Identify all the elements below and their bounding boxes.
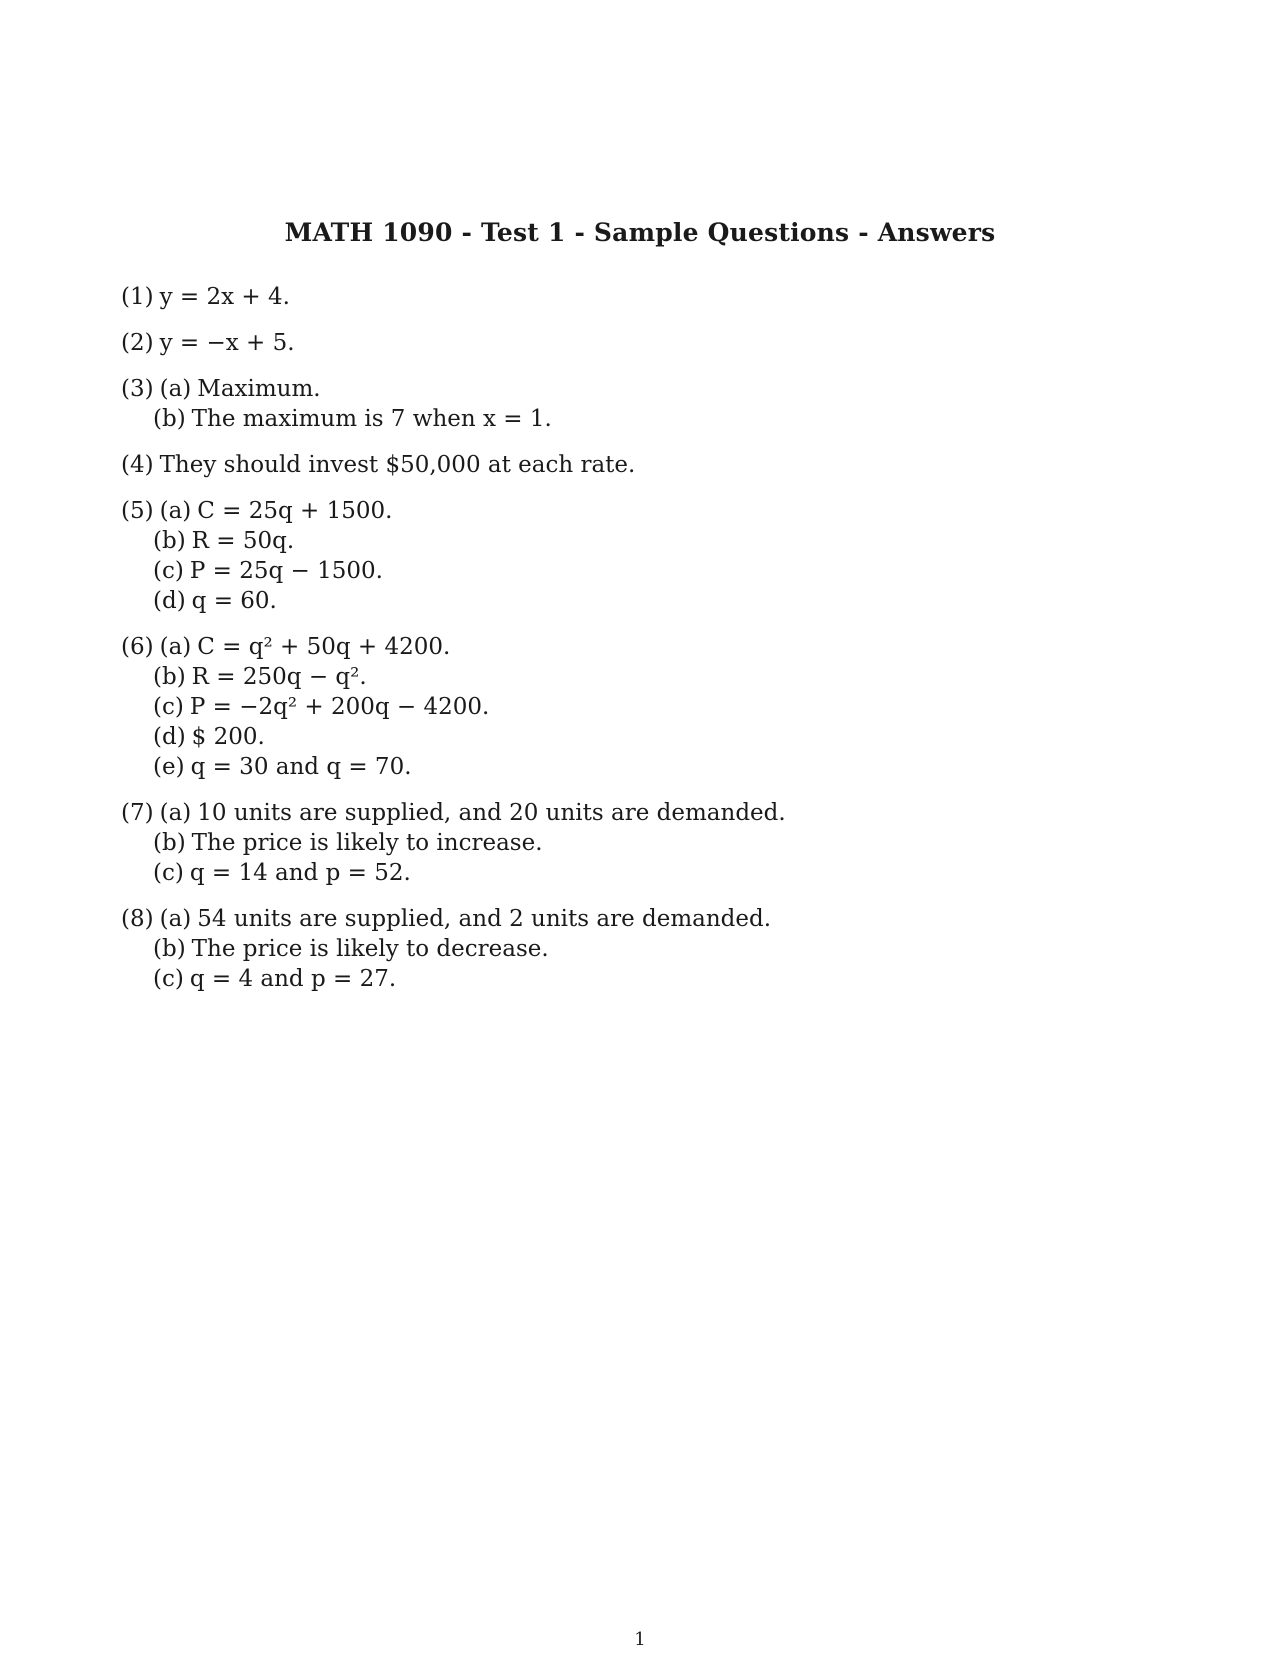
answer-part-label: (a) (159, 800, 192, 826)
answer-text: R = 250q − q². (191, 664, 367, 690)
answer-text: q = 4 and p = 27. (189, 966, 397, 992)
answer-text: 10 units are supplied, and 20 units are demanded. (197, 800, 786, 826)
answer-text: The price is likely to increase. (191, 830, 543, 856)
answer-line (121, 282, 1161, 312)
answer-line (121, 586, 1161, 616)
answer-text: The maximum is 7 when x = 1. (191, 406, 552, 432)
answer-line (121, 526, 1161, 556)
answer-line (121, 828, 1161, 858)
answer-part-label: (d) (153, 588, 186, 614)
answer-number: (3) (121, 376, 154, 402)
answer-text: C = q² + 50q + 4200. (197, 634, 451, 660)
answer-item (121, 904, 1161, 994)
answer-line (121, 858, 1161, 888)
answer-line (121, 404, 1161, 434)
answer-part-label: (b) (153, 528, 186, 554)
answer-number: (1) (121, 284, 154, 310)
answer-text: q = 30 and q = 70. (190, 754, 412, 780)
answer-line (121, 374, 1161, 404)
answer-line (121, 662, 1161, 692)
answer-part-label: (b) (153, 406, 186, 432)
answer-part-label: (a) (159, 634, 192, 660)
answer-number: (8) (121, 906, 154, 932)
answer-text: P = 25q − 1500. (189, 558, 383, 584)
answer-line (121, 798, 1161, 828)
answer-line (121, 904, 1161, 934)
answer-text: y = −x + 5. (159, 330, 295, 356)
answer-item (121, 632, 1161, 782)
answer-number: (6) (121, 634, 154, 660)
page-title: MATH 1090 - Test 1 - Sample Questions - Answers (284, 218, 996, 247)
answer-text: Maximum. (197, 376, 321, 402)
answer-text: $ 200. (191, 724, 265, 750)
answer-item (121, 496, 1161, 616)
answer-item (121, 282, 1161, 312)
answer-line (121, 692, 1161, 722)
answer-part-label: (b) (153, 936, 186, 962)
answer-text: R = 50q. (191, 528, 295, 554)
answer-part-label: (c) (153, 694, 184, 720)
answer-part-label: (a) (159, 906, 192, 932)
answer-line (121, 934, 1161, 964)
answer-line (121, 556, 1161, 586)
answer-part-label: (a) (159, 498, 192, 524)
answer-part-label: (e) (153, 754, 185, 780)
answer-line (121, 752, 1161, 782)
answer-part-label: (c) (153, 558, 184, 584)
answer-line (121, 328, 1161, 358)
answer-line (121, 964, 1161, 994)
answer-text: P = −2q² + 200q − 4200. (189, 694, 490, 720)
answer-part-label: (b) (153, 830, 186, 856)
answer-item (121, 328, 1161, 358)
answer-part-label: (a) (159, 376, 192, 402)
answer-text: q = 14 and p = 52. (189, 860, 411, 886)
answer-part-label: (c) (153, 860, 184, 886)
answer-part-label: (b) (153, 664, 186, 690)
answer-text: y = 2x + 4. (159, 284, 290, 310)
answer-line (121, 496, 1161, 526)
answer-line (121, 632, 1161, 662)
answer-part-label: (c) (153, 966, 184, 992)
answer-number: (7) (121, 800, 154, 826)
answer-text: 54 units are supplied, and 2 units are demanded. (197, 906, 772, 932)
answer-line (121, 722, 1161, 752)
answer-text: The price is likely to decrease. (191, 936, 549, 962)
answer-text: They should invest $50,000 at each rate. (159, 452, 636, 478)
answers-list (121, 282, 1161, 1010)
answer-text: C = 25q + 1500. (197, 498, 393, 524)
answer-number: (4) (121, 452, 154, 478)
answer-part-label: (d) (153, 724, 186, 750)
answer-line (121, 450, 1161, 480)
page-number: 1 (634, 1629, 646, 1650)
answer-item (121, 798, 1161, 888)
answer-item (121, 374, 1161, 434)
answer-number: (2) (121, 330, 154, 356)
answer-item (121, 450, 1161, 480)
answer-number: (5) (121, 498, 154, 524)
answer-text: q = 60. (191, 588, 277, 614)
